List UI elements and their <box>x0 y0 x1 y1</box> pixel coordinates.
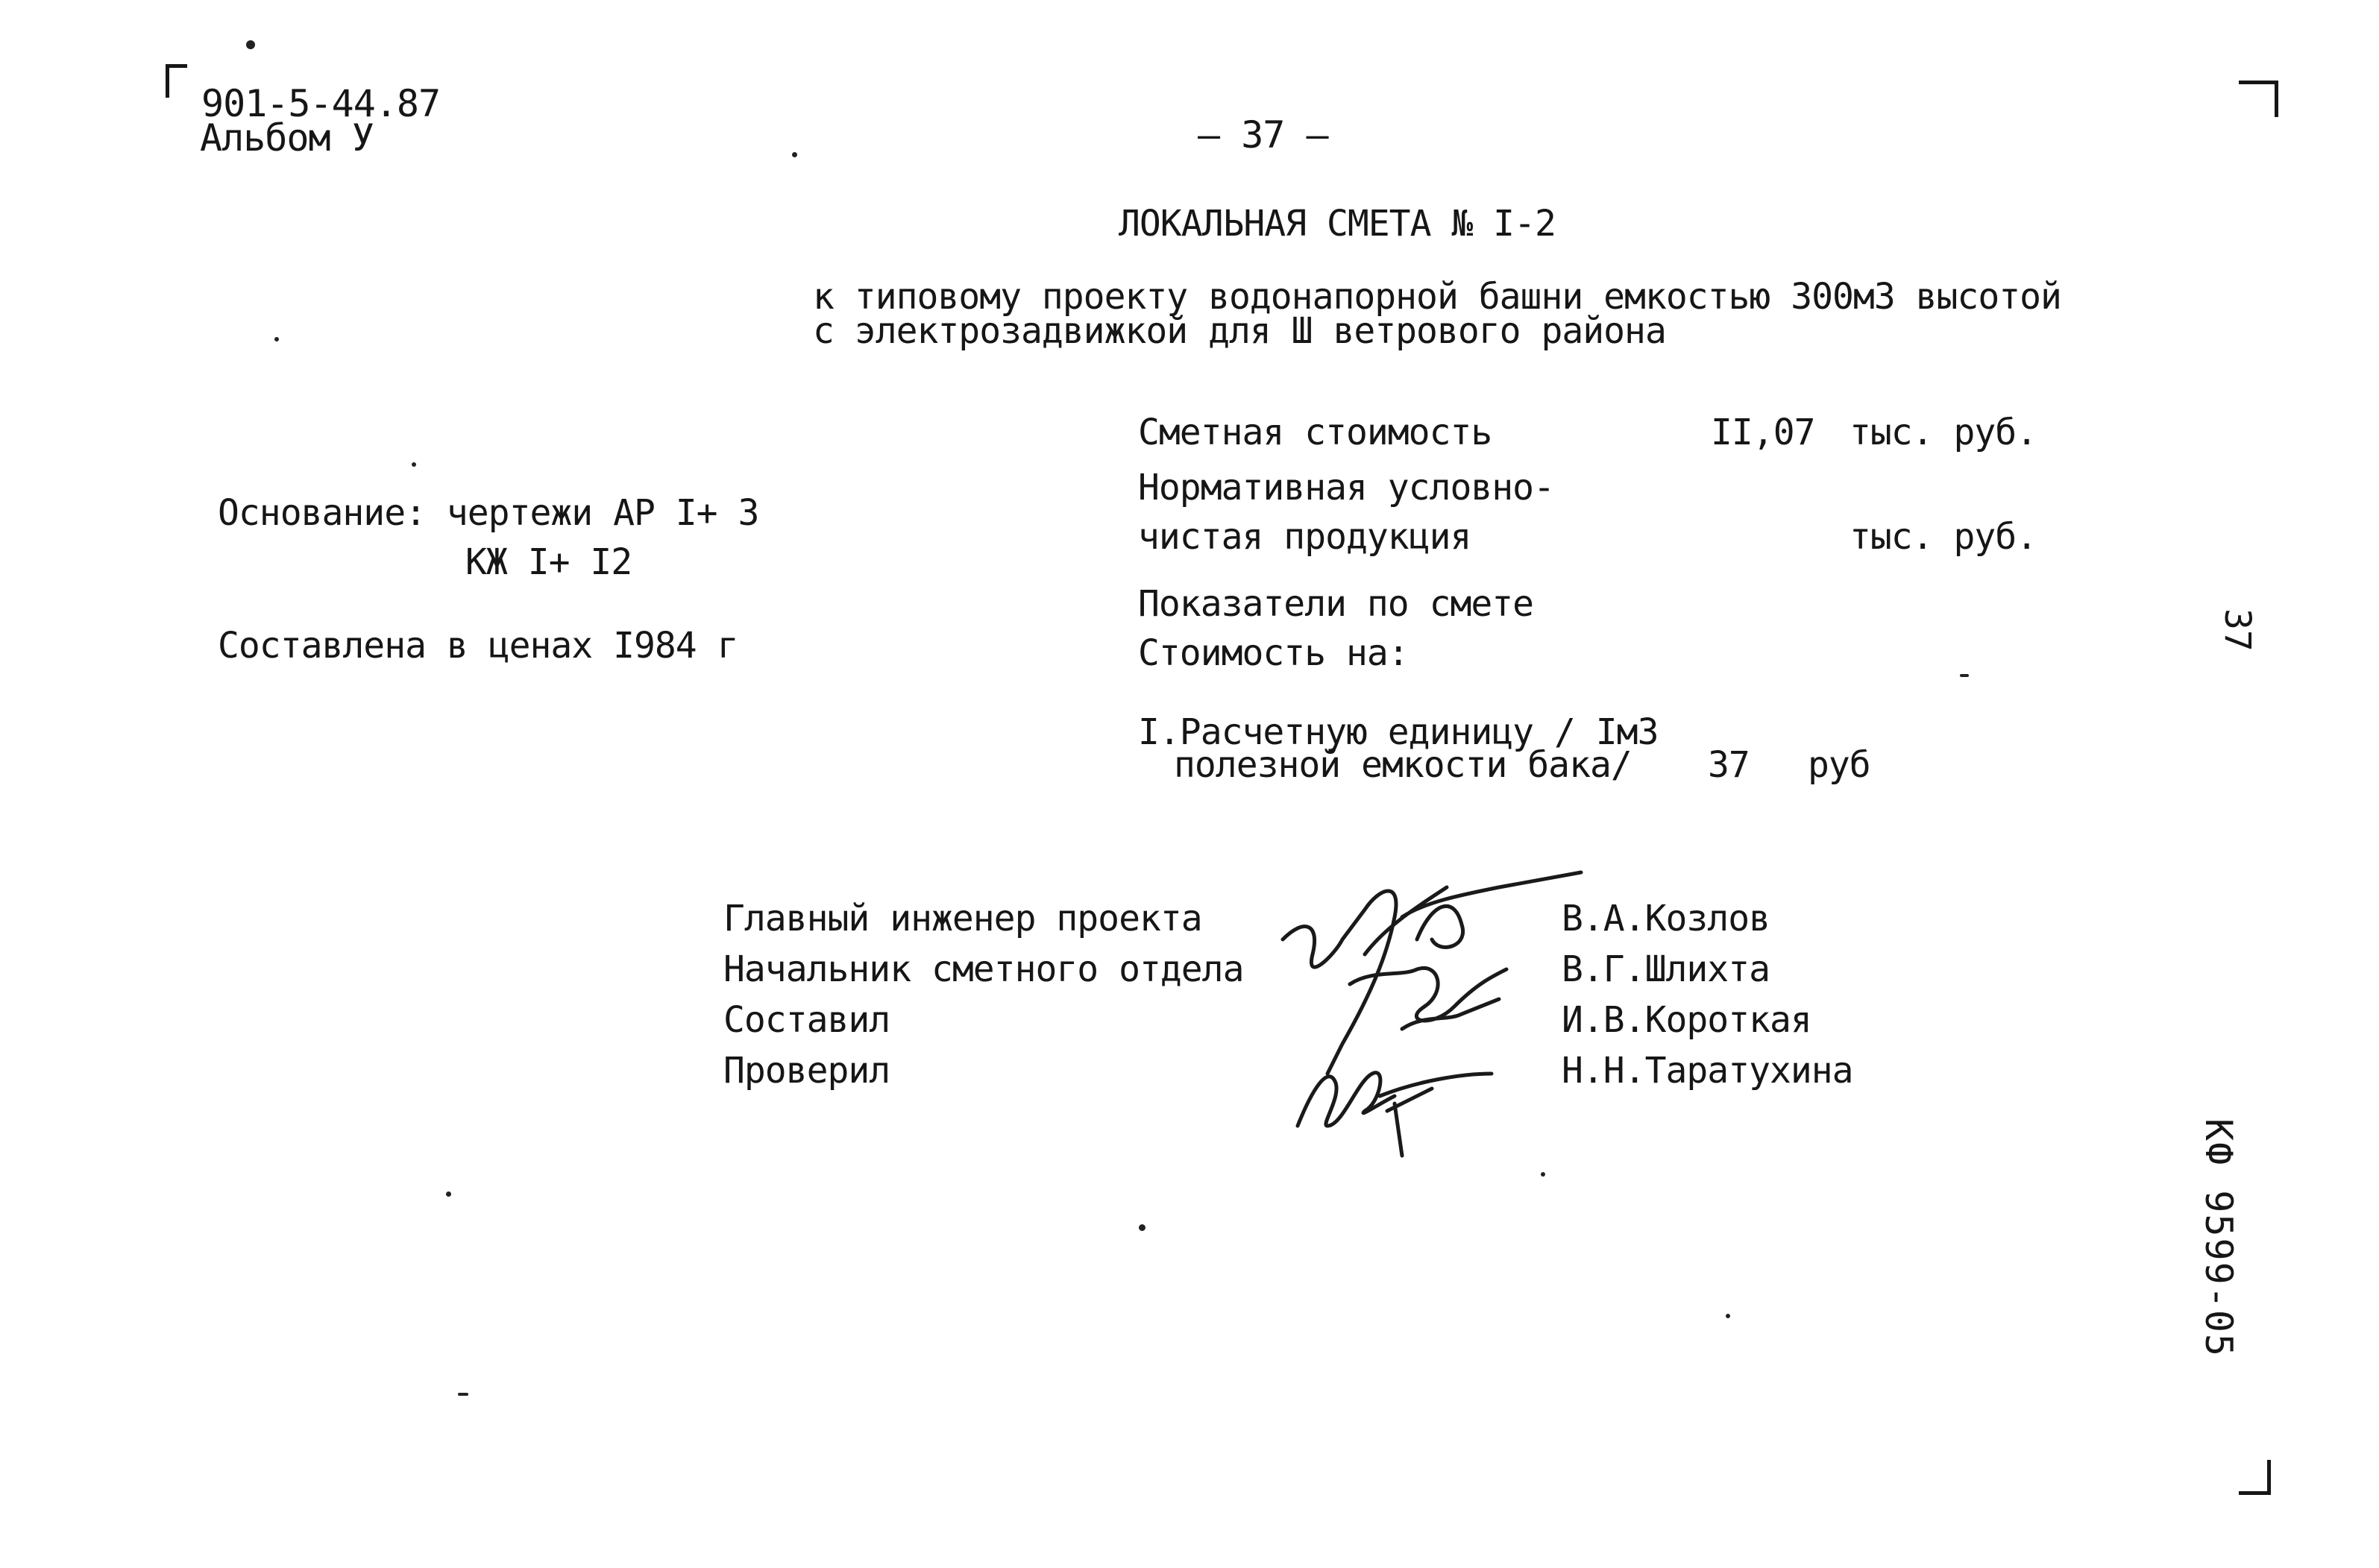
estimated-cost-unit: тыс. руб. <box>1850 412 2037 453</box>
indicators-label: Показатели по смете <box>1138 583 1534 625</box>
handwritten-signatures <box>1253 857 1596 1171</box>
document-subtitle-line-1: к типовому проекту водонапорной башни емкостью 300м3 высотой <box>813 276 2061 318</box>
normative-output-unit: тыс. руб. <box>1850 516 2037 558</box>
corner-mark-bottom-right <box>2239 1460 2271 1495</box>
unit-cost-unit: руб <box>1808 744 1870 786</box>
signature-name: Н.Н.Таратухина <box>1562 1050 1853 1092</box>
unit-cost-value: 37 <box>1708 744 1750 786</box>
basis-drawings-line-2: КЖ I+ I2 <box>465 541 632 583</box>
unit-cost-label-line-1: I.Расчетную единицу / Iм3 <box>1138 711 1659 753</box>
signature-role: Проверил <box>723 1050 890 1092</box>
document-title: ЛОКАЛЬНАЯ СМЕТА № I-2 <box>1119 203 1556 245</box>
speck <box>246 40 255 49</box>
speck <box>412 462 416 467</box>
estimated-cost-label: Сметная стоимость <box>1138 412 1492 453</box>
signature-role: Составил <box>723 999 890 1041</box>
speck <box>792 152 797 157</box>
speck <box>446 1191 451 1197</box>
page-number: – 37 – <box>1198 113 1328 157</box>
album-label: Альбом У <box>200 116 374 160</box>
unit-cost-label-line-2: полезной емкости бака/ <box>1174 744 1632 786</box>
document-subtitle-line-2: с электрозадвижкой для Ш ветрового района <box>813 310 1666 352</box>
signature-name: В.А.Козлов <box>1562 898 1770 939</box>
normative-output-label-line-2: чистая продукция <box>1138 516 1471 558</box>
speck <box>1726 1314 1730 1318</box>
speck <box>1139 1224 1145 1231</box>
signature-role: Главный инженер проекта <box>723 898 1202 939</box>
normative-output-label-line-1: Нормативная условно- <box>1138 467 1554 509</box>
document-series-number: 901-5-44.87 <box>201 82 441 125</box>
archive-stamp: КФ 9599-05 <box>2197 1118 2240 1358</box>
signature-name: В.Г.Шлихта <box>1562 948 1770 990</box>
estimated-cost-value: II,07 <box>1711 412 1815 453</box>
corner-mark-top-left <box>166 64 187 98</box>
speck <box>458 1393 468 1396</box>
cost-on-label: Стоимость на: <box>1138 632 1409 674</box>
signature-name: И.В.Короткая <box>1562 999 1811 1041</box>
corner-mark-top-right <box>2239 81 2278 117</box>
margin-page-number: 37 <box>2216 608 2258 652</box>
speck <box>1960 674 1969 677</box>
speck <box>1541 1172 1545 1177</box>
signature-role: Начальник сметного отдела <box>723 948 1244 990</box>
basis-drawings: Основание: чертежи АР I+ 3 <box>218 492 759 534</box>
price-level-note: Составлена в ценах I984 г <box>218 625 738 667</box>
speck <box>274 337 279 341</box>
